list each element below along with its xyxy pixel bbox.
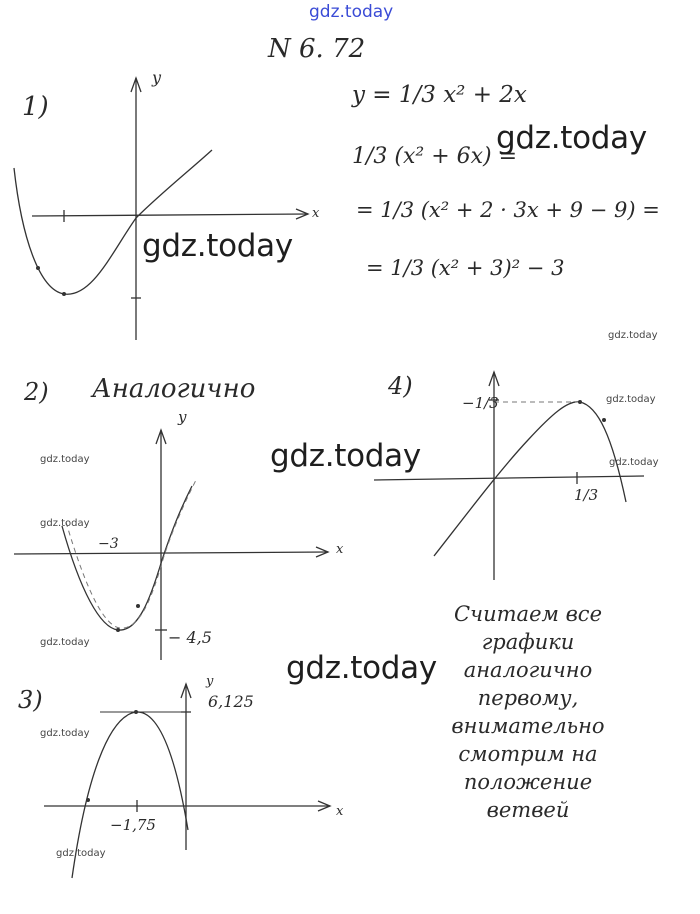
graph4-point	[602, 418, 606, 422]
watermark-top: gdz.today	[309, 2, 394, 22]
watermark-big: gdz.today	[286, 650, 437, 686]
graph4-tick-x-label: 1/3	[574, 486, 599, 504]
graph-4	[374, 372, 644, 580]
graph2-point	[136, 604, 140, 608]
graph3-point	[86, 798, 90, 802]
graph2-x-label: x	[336, 542, 344, 557]
graph4-x-axis	[374, 476, 644, 480]
graph1-x-axis	[32, 214, 308, 216]
watermark-small: gdz.today	[608, 330, 658, 341]
solution-line-3: = 1/3 (x² + 2 · 3x + 9 − 9) =	[356, 198, 660, 222]
note-line: ветвей	[486, 798, 570, 822]
handwritten-note	[408, 600, 648, 824]
graph1-y-label: y	[152, 68, 162, 87]
note-line: положение	[463, 770, 593, 794]
watermark-big: gdz.today	[496, 120, 647, 156]
note-line: графики	[481, 630, 575, 654]
graph1-point	[36, 266, 40, 270]
graph1-label: 1)	[22, 92, 49, 122]
graph-1	[14, 78, 308, 340]
watermark-small: gdz.today	[609, 457, 659, 468]
graph3-x-label: x	[336, 804, 344, 819]
graph3-tick-x-label: −1,75	[110, 816, 156, 834]
note-line: первому,	[477, 686, 579, 710]
problem-number: N 6. 72	[268, 34, 366, 64]
watermark-small: gdz.today	[56, 848, 106, 859]
graph2-tick-y-label: − 4,5	[168, 628, 212, 647]
watermark-big: gdz.today	[270, 438, 421, 474]
graph1-x-label: x	[312, 206, 320, 221]
watermark-small: gdz.today	[40, 728, 90, 739]
watermark-small: gdz.today	[606, 394, 656, 405]
graph2-tick-x-label: −3	[98, 536, 119, 552]
solution-line-1: y = 1/3 x² + 2x	[352, 82, 527, 108]
graph2-parabola	[62, 486, 192, 630]
watermark-small: gdz.today	[40, 454, 90, 465]
graph2-caption: Аналогично	[92, 374, 256, 404]
note-line: Считаем все	[453, 602, 602, 626]
note-line: аналогично	[463, 658, 593, 682]
graph3-y-label: y	[206, 674, 214, 689]
graph3-vertex	[134, 710, 138, 714]
graph3-label: 3)	[18, 686, 43, 714]
graph1-vertex	[62, 292, 66, 296]
watermark-small: gdz.today	[40, 637, 90, 648]
solution-line-2: 1/3 (x² + 6x) =	[352, 144, 518, 169]
solution-line-4: = 1/3 (x² + 3)² − 3	[366, 256, 565, 280]
graph2-vertex	[116, 628, 120, 632]
watermark-small: gdz.today	[40, 518, 90, 529]
note-line: внимательно	[451, 714, 605, 738]
graph4-tick-y-label: −1/3	[462, 394, 499, 412]
graph3-tick-y-label: 6,125	[208, 692, 254, 711]
graph2-y-label: y	[178, 408, 187, 426]
note-line: смотрим на	[458, 742, 598, 766]
graph2-label: 2)	[24, 378, 49, 406]
watermark-big: gdz.today	[142, 228, 293, 264]
graph1-parabola	[14, 150, 212, 294]
graph4-vertex	[578, 400, 582, 404]
graph4-label: 4)	[388, 372, 413, 400]
graph2-x-axis	[14, 552, 328, 554]
